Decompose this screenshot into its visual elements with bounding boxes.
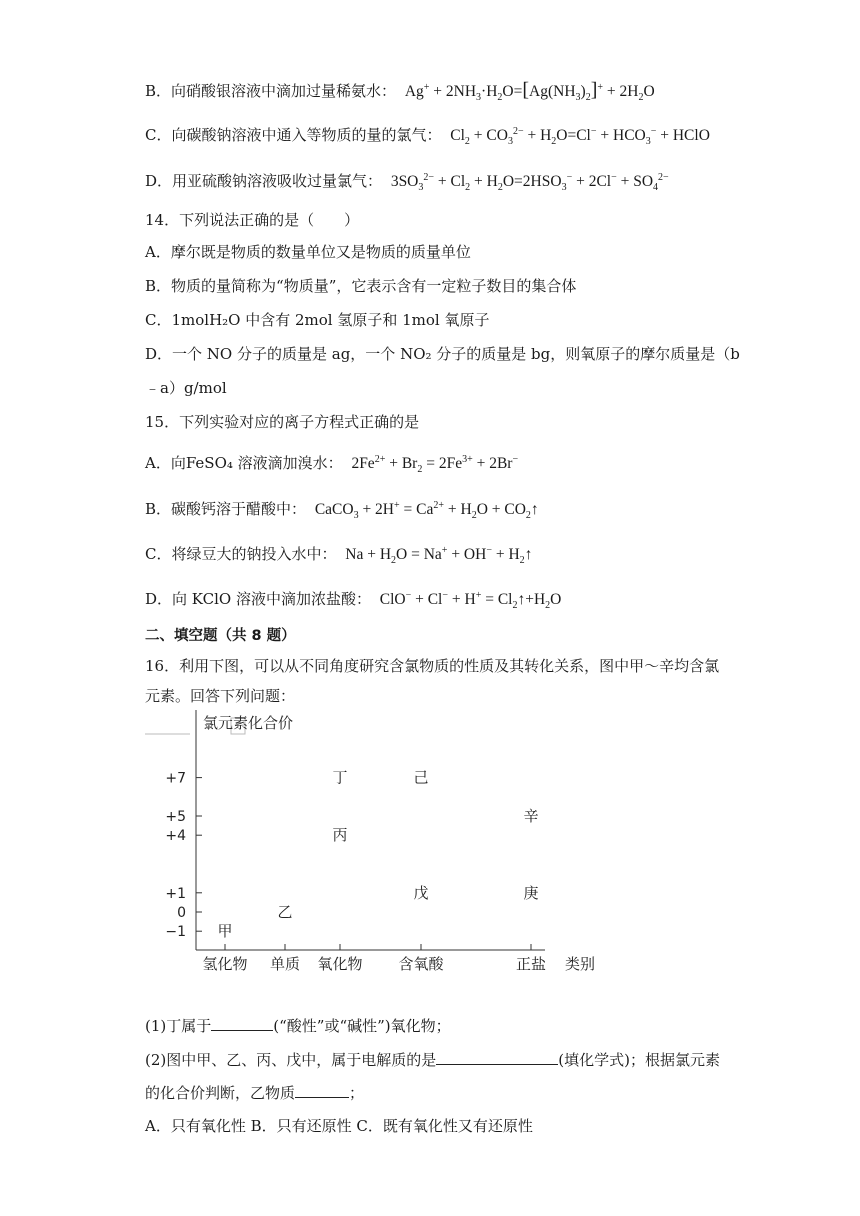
q16-sub2-blank2[interactable] [295,1083,349,1098]
data-point-辛: 辛 [523,807,539,825]
q13-option-c [145,122,710,152]
q15-option-c-equation: $Na + H_2O = Na^+ + OH^-$ + $H_2↑$ [345,545,533,567]
q16-sub1-pre: (1)丁属于 [145,1017,212,1035]
q15-stem: 15．下列实验对应的离子方程式正确的是 [145,413,420,431]
q14-option-b: B．物质的量简称为“物质量”，它表示含有一定粒子数目的集合体 [145,277,577,295]
y-tick-label: +7 [165,770,186,787]
data-point-丙: 丙 [332,826,348,845]
y-tick-label: 0 [177,905,186,921]
chlorine-valence-chart [145,706,605,976]
q15-option-a [145,450,518,480]
data-point-乙: 乙 [277,903,293,921]
q15-option-d-equation: $ClO^- + Cl^- + H^+ = Cl_2↑+H_2O$ [379,590,562,612]
q14-option-c: C．1molH₂O 中含有 2mol 氢原子和 1mol 氧原子 [145,311,490,329]
q14-option-d-line2: ﹣a）g/mol [145,379,227,397]
q13-option-d-equation: $3SO_3^{2-} + Cl_2 + H_2O=2HSO_3^- + 2Cl^- + SO_4^{2-}$ [390,172,669,194]
x-tick-label: 氢化物 [202,955,248,973]
q15-option-c [145,541,532,571]
q15-option-b [145,496,539,526]
data-point-甲: 甲 [217,922,233,941]
q15-option-d-text: D．向 KClO 溶液中滴加浓盐酸： [145,590,371,609]
q15-option-d [145,586,561,616]
q16-sub2-line2 [145,1083,364,1103]
q15-option-a-equation: $2Fe^{2+} + Br_2 = 2Fe^{3+} + 2Br^-$ [351,454,519,476]
x-axis-label: 类别 [565,955,596,973]
y-tick-label: +1 [165,885,186,902]
q13-option-d [145,168,669,198]
q14-option-a: A．摩尔既是物质的数量单位又是物质的质量单位 [145,243,471,261]
q16-sub2-line2-pre: 的化合价判断，乙物质 [145,1084,296,1102]
x-tick-label: 正盐 [515,955,547,973]
q16-sub1-blank[interactable] [211,1016,273,1031]
q16-sub1-post: (“酸性”或“碱性”)氧化物； [273,1017,451,1035]
y-axis-label: 氯元素化合价 [203,714,294,732]
q14-stem: 14．下列说法正确的是（ ） [145,211,360,229]
section-heading: 二、填空题（共 8 题） [145,628,296,644]
data-point-丁: 丁 [332,768,348,787]
x-tick-label: 氧化物 [317,955,363,973]
x-tick-label: 含氧酸 [398,955,444,973]
data-point-戊: 戊 [413,883,429,902]
q16-sub2-blank1[interactable] [436,1050,558,1065]
q16-sub2-post: (填化学式)；根据氯元素 [558,1051,720,1069]
q13-option-b [145,78,655,108]
q13-option-c-equation: $Cl_2 + CO_3^{2-} + H_2O=Cl^- + HCO_3^-$ + HClO [450,126,710,148]
q15-option-b-text: B．碳酸钙溶于醋酸中： [145,500,307,519]
q15-option-c-text: C．将绿豆大的钠投入水中： [145,545,337,564]
q16-sub2-line2-post: ； [349,1084,365,1102]
q16-stem-line1: 16．利用下图，可以从不同角度研究含氯物质的性质及其转化关系，图中甲～辛均含氯 [145,657,720,675]
q14-option-d-line1: D．一个 NO 分子的质量是 ag，一个 NO₂ 分子的质量是 bg，则氧原子的摩尔质量是（b [145,345,740,363]
y-tick-label: +5 [165,809,186,825]
y-tick-label: −1 [165,924,186,941]
x-tick-label: 单质 [269,955,301,973]
q13-option-c-text: C．向碳酸钠溶液中通入等物质的量的氯气： [145,126,442,145]
q15-option-b-equation: CaCO$_3$ + $2H^+ = Ca^{2+} + H_2O$ + $CO_2↑$ [314,500,539,522]
q16-choice-options: A．只有氧化性 B．只有还原性 C．既有氧化性又有还原性 [145,1117,533,1135]
data-point-己: 己 [413,768,429,787]
q16-stem-line2: 元素。回答下列问题： [145,687,296,705]
q13-option-b-text: B．向硝酸银溶液中滴加过量稀氨水： [145,82,397,101]
q16-sub1 [145,1016,451,1036]
q13-option-d-text: D．用亚硫酸钠溶液吸收过量氯气： [145,172,383,191]
q15-option-a-text: A．向FeSO₄ 溶液滴加溴水： [145,454,343,473]
data-point-庚: 庚 [523,883,539,902]
y-tick-label: +4 [165,828,186,845]
q16-sub2 [145,1050,720,1070]
q16-sub2-pre: (2)图中甲、乙、丙、戊中，属于电解质的是 [145,1051,437,1069]
q13-option-b-equation: $Ag^+ + 2NH_3\cdot H_2O=[Ag(NH_3)_2]^+ + 2H_2O$ [404,79,655,104]
